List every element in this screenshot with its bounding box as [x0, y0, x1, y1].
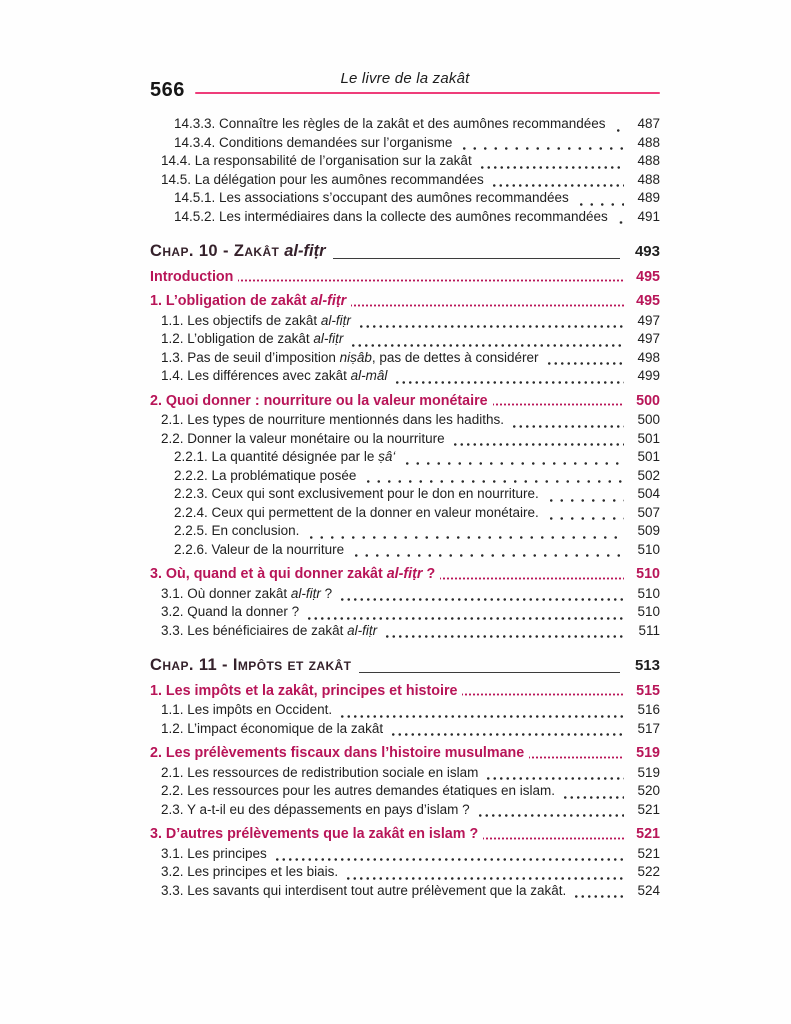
toc-page-number: 519	[637, 764, 660, 780]
table-of-contents	[150, 115, 660, 900]
toc-entry-row	[150, 801, 660, 820]
dot-leader	[462, 684, 624, 697]
dot-leader	[475, 805, 624, 818]
toc-page-number: 488	[637, 134, 660, 150]
toc-page-number: 511	[638, 622, 660, 638]
toc-page-number: 513	[634, 657, 660, 674]
toc-entry-label: 14.5.1. Les associations s’occupant des aumônes recommandées	[174, 190, 569, 205]
dot-leader	[544, 353, 625, 366]
toc-page-number: 517	[637, 720, 660, 736]
toc-entry-row	[150, 764, 660, 783]
dot-leader	[529, 747, 624, 760]
dot-leader	[544, 508, 624, 521]
toc-entry-row	[150, 448, 660, 467]
toc-entry-row	[150, 565, 660, 584]
toc-page-number: 491	[637, 208, 660, 224]
toc-page-number: 502	[637, 467, 660, 483]
toc-entry-label: Introduction	[150, 268, 234, 285]
dot-leader	[351, 295, 624, 308]
toc-page-number: 504	[637, 486, 660, 501]
toc-page-number: 516	[637, 702, 660, 717]
toc-entry-label: 1.2. L’obligation de zakât al-fiṭr	[161, 331, 344, 346]
dot-leader	[574, 194, 624, 207]
toc-entry-row	[150, 367, 660, 386]
dot-leader	[544, 490, 624, 503]
toc-entry-label: 2. Quoi donner : nourriture ou la valeur monétaire	[150, 392, 488, 409]
toc-page-number: 510	[636, 566, 660, 582]
dot-leader	[388, 724, 624, 737]
toc-page-number: 501	[637, 430, 660, 446]
toc-page-number: 487	[637, 116, 660, 131]
dot-leader	[272, 849, 624, 862]
dot-leader	[337, 589, 624, 602]
toc-entry-row	[150, 392, 660, 411]
toc-page-number: 524	[637, 882, 660, 898]
toc-entry-label: 1. L’obligation de zakât al-fiṭr	[150, 293, 347, 309]
toc-entry-label: Chap. 10 - Zakât al-fiṭr	[150, 242, 326, 260]
toc-entry-row	[150, 522, 660, 541]
toc-entry-label: 14.3.4. Conditions demandées sur l’organisme	[174, 134, 453, 150]
toc-entry-row	[150, 744, 660, 763]
toc-chapter-row	[150, 656, 660, 676]
toc-entry-label: 2.2.3. Ceux qui sont exclusivement pour le don en nourriture.	[174, 486, 539, 501]
dot-leader	[392, 372, 624, 385]
dot-leader	[337, 706, 624, 719]
dot-leader	[450, 434, 624, 447]
toc-entry-label: 3. Où, quand et à qui donner zakât al-fiṭr ?	[150, 566, 436, 582]
rule-leader	[333, 258, 620, 259]
rule-leader	[359, 672, 620, 673]
dot-leader	[560, 787, 624, 800]
toc-page-number: 488	[637, 153, 660, 168]
toc-entry-row	[150, 882, 660, 901]
toc-entry-label: 2.2.6. Valeur de la nourriture	[174, 541, 345, 557]
dot-leader	[382, 626, 624, 639]
toc-page-number: 510	[637, 604, 660, 619]
toc-entry-label: 2.2. Donner la valeur monétaire ou la nourriture	[161, 430, 445, 446]
toc-page-number: 497	[637, 331, 660, 346]
dot-leader	[489, 175, 624, 188]
toc-entry-row	[150, 682, 660, 701]
toc-page-number: 500	[636, 392, 660, 409]
toc-entry-row	[150, 134, 660, 153]
toc-entry-row	[150, 585, 660, 604]
toc-entry-label: 3.3. Les savants qui interdisent tout autre prélèvement que la zakât.	[161, 882, 567, 898]
toc-entry-row	[150, 292, 660, 311]
dot-leader	[483, 768, 624, 781]
toc-entry-row	[150, 622, 660, 641]
dot-leader	[400, 453, 624, 466]
toc-entry-row	[150, 701, 660, 720]
dot-leader	[361, 471, 624, 484]
dot-leader	[493, 394, 624, 407]
dot-leader	[348, 335, 624, 348]
dot-leader	[304, 608, 624, 621]
toc-page-number: 515	[636, 682, 660, 699]
toc-page-number: 510	[637, 541, 660, 557]
toc-entry-row	[150, 411, 660, 430]
toc-entry-label: 2.3. Y a-t-il eu des dépassements en pays d’islam ?	[161, 801, 470, 817]
toc-page-number: 501	[637, 449, 660, 464]
toc-entry-row	[150, 825, 660, 844]
toc-entry-row	[150, 430, 660, 449]
toc-page-number: 499	[637, 368, 660, 383]
toc-page-number: 522	[637, 864, 660, 879]
toc-entry-row	[150, 845, 660, 864]
toc-entry-label: 3.1. Où donner zakât al-fiṭr ?	[161, 585, 333, 601]
toc-entry-label: 14.3.3. Connaître les règles de la zakât et des aumônes recommandées	[174, 116, 606, 131]
dot-leader	[356, 316, 624, 329]
toc-entry-label: 3.1. Les principes	[161, 845, 267, 861]
header-rule	[195, 92, 660, 94]
toc-page-number: 521	[637, 801, 660, 817]
toc-entry-row	[150, 268, 660, 287]
toc-entry-row	[150, 541, 660, 560]
toc-entry-label: 2. Les prélèvements fiscaux dans l’histoire musulmane	[150, 745, 525, 761]
running-title: Le livre de la zakât	[340, 70, 470, 87]
toc-chapter-row	[150, 242, 660, 262]
dot-leader	[238, 270, 624, 283]
toc-page-number: 509	[637, 523, 660, 538]
toc-entry-label: 2.2.5. En conclusion.	[174, 523, 300, 538]
toc-page-number: 521	[637, 845, 660, 861]
toc-entry-label: 2.2.2. La problématique posée	[174, 467, 357, 483]
toc-entry-label: 3.2. Quand la donner ?	[161, 604, 300, 619]
dot-leader	[457, 138, 624, 151]
toc-page-number: 520	[637, 783, 660, 798]
toc-entry-row	[150, 171, 660, 190]
toc-page-number: 519	[636, 745, 660, 761]
toc-entry-label: 1.1. Les objectifs de zakât al-fiṭr	[161, 312, 351, 328]
dot-leader	[571, 886, 624, 899]
toc-entry-label: 14.5. La délégation pour les aumônes recommandées	[161, 171, 484, 187]
toc-page-number: 500	[637, 412, 660, 427]
toc-entry-row	[150, 863, 660, 882]
toc-entry-row	[150, 485, 660, 504]
toc-entry-row	[150, 330, 660, 349]
dot-leader	[349, 545, 624, 558]
toc-entry-row	[150, 720, 660, 739]
toc-entry-row	[150, 467, 660, 486]
dot-leader	[483, 828, 624, 841]
toc-entry-label: 2.2.4. Ceux qui permettent de la donner en valeur monétaire.	[174, 504, 539, 520]
toc-page-number: 510	[637, 585, 660, 601]
toc-entry-row	[150, 115, 660, 134]
toc-entry-label: 1. Les impôts et la zakât, principes et histoire	[150, 682, 458, 699]
toc-page-number: 507	[637, 504, 660, 520]
dot-leader	[477, 157, 624, 170]
dot-leader	[440, 568, 624, 581]
toc-entry-label: 2.2. Les ressources pour les autres demandes étatiques en islam.	[161, 783, 555, 798]
toc-entry-label: 14.5.2. Les intermédiaires dans la collecte des aumônes recommandées	[174, 208, 608, 224]
toc-entry-label: 1.2. L’impact économique de la zakât	[161, 720, 384, 736]
toc-page-number: 493	[634, 243, 660, 260]
toc-entry-label: 3.2. Les principes et les biais.	[161, 864, 339, 879]
toc-entry-label: 1.4. Les différences avec zakât al-mâl	[161, 368, 388, 383]
dot-leader	[613, 212, 624, 225]
toc-entry-label: 3. D’autres prélèvements que la zakât en islam ?	[150, 826, 479, 842]
toc-entry-row	[150, 782, 660, 801]
toc-page-number: 498	[637, 349, 660, 365]
toc-entry-label: 14.4. La responsabilité de l’organisation sur la zakât	[161, 153, 472, 168]
toc-entry-row	[150, 504, 660, 523]
toc-page-number: 489	[637, 190, 660, 205]
toc-entry-row	[150, 603, 660, 622]
toc-entry-label: 1.3. Pas de seuil d’imposition niṣâb, pas de dettes à considérer	[161, 349, 539, 365]
toc-page-number: 497	[637, 312, 660, 328]
toc-entry-row	[150, 349, 660, 368]
toc-page-number: 495	[636, 293, 660, 309]
toc-entry-row	[150, 189, 660, 208]
toc-page-number: 488	[637, 171, 660, 187]
page-number-folio: 566	[150, 79, 185, 101]
page-header	[150, 70, 660, 102]
dot-leader	[509, 416, 624, 429]
toc-entry-label: 2.1. Les types de nourriture mentionnés dans les hadiths.	[161, 412, 504, 427]
toc-entry-label: 2.1. Les ressources de redistribution sociale en islam	[161, 764, 479, 780]
dot-leader	[343, 868, 624, 881]
toc-entry-label: Chap. 11 - Impôts et zakât	[150, 656, 352, 674]
toc-page-number: 495	[636, 268, 660, 285]
dot-leader	[611, 120, 625, 133]
toc-entry-label: 1.1. Les impôts en Occident.	[161, 702, 333, 717]
toc-entry-row	[150, 312, 660, 331]
toc-page-number: 521	[636, 826, 660, 842]
toc-entry-row	[150, 152, 660, 171]
toc-entry-row	[150, 208, 660, 227]
toc-entry-label: 3.3. Les bénéficiaires de zakât al-fiṭr	[161, 622, 378, 638]
toc-entry-label: 2.2.1. La quantité désignée par le ṣâ‘	[174, 449, 396, 464]
dot-leader	[304, 527, 624, 540]
